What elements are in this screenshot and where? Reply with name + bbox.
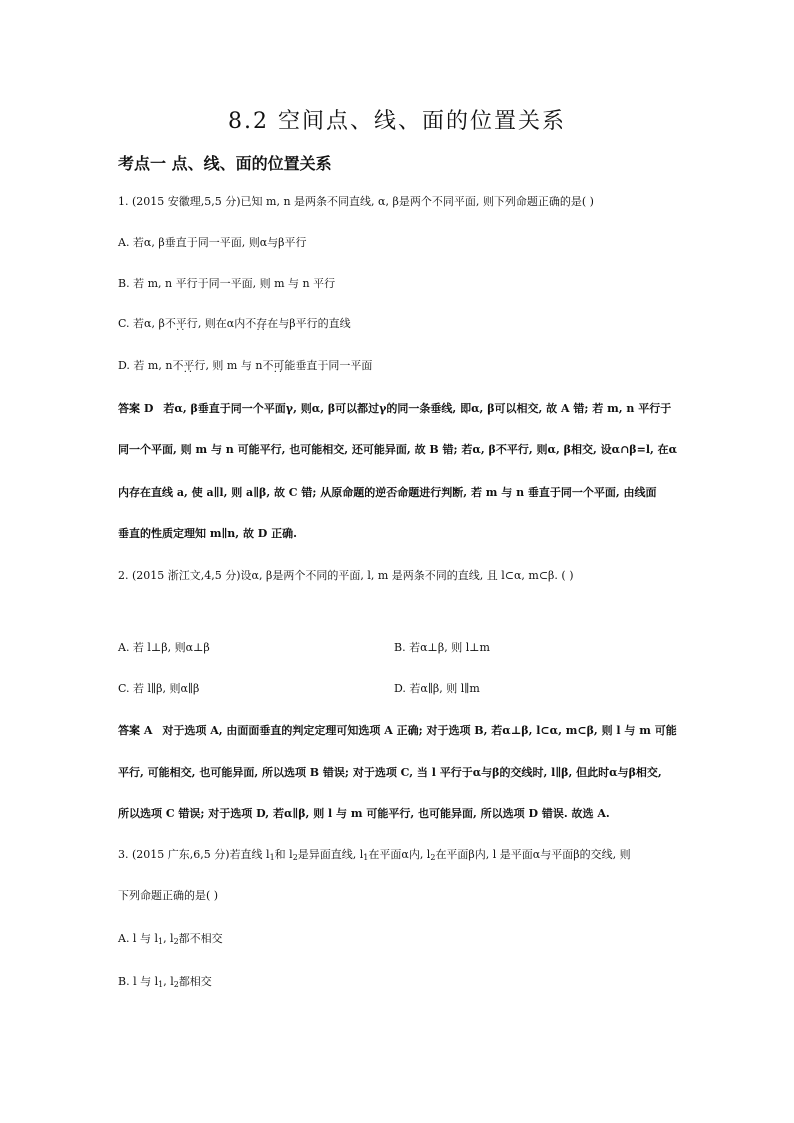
q1-answer-label: 答案 D <box>118 402 154 415</box>
q1-option-b: B. 若 m, n 平行于同一平面, 则 m 与 n 平行 <box>118 277 336 290</box>
q3-option-b-sub-1: 1 <box>158 980 164 989</box>
q1-option-d-emphasis-2: 不可能 ·· <box>262 359 295 373</box>
q1-option-c-suffix: 与β平行的直线 <box>278 317 351 330</box>
q1-option-d-prefix: D. 若 m, n <box>118 359 173 372</box>
q3-stem-part-d: 在平面α内, l <box>368 848 431 861</box>
q3-option-b-part-a: B. l 与 l <box>118 975 159 988</box>
q3-option-a-sub-2: 2 <box>173 937 179 946</box>
q2-options-row-1 <box>118 641 704 655</box>
q3-stem-part-c: 是异面直线, l <box>297 848 364 861</box>
q2-option-b: B. 若α⊥β, 则 l⊥m <box>394 641 490 654</box>
q2-options-row-2 <box>118 682 704 696</box>
q3-stem-line-1 <box>118 848 704 862</box>
q1-answer-line-1 <box>118 402 704 416</box>
q3-option-b <box>118 975 704 989</box>
q1-option-d-suffix: 垂直于同一平面 <box>295 359 373 372</box>
q2-option-d: D. 若α∥β, 则 l∥m <box>394 682 480 695</box>
q2-answer-line-1 <box>118 724 704 738</box>
q3-stem-part-e: 在平面β内, l 是平面α与平面β的交线, 则 <box>435 848 631 861</box>
q1-answer-line-2: 同一个平面, 则 m 与 n 可能平行, 也可能相交, 还可能异面, 故 B 错; 若α, β不平行, 则α, β相交, 设α∩β=l, 在α <box>118 443 678 456</box>
q3-option-b-part-b: , l <box>163 975 174 988</box>
q2-stem: 2. (2015 浙江文,4,5 分)设α, β是两个不同的平面, l, m 是两条不同的直线, 且 l⊂α, m⊂β. ( ) <box>118 569 574 582</box>
q1-option-c-emphasis-2: 不存在 ·· <box>245 317 278 331</box>
q1-option-d-middle: , 则 m 与 n <box>205 359 263 372</box>
q3-subscript-3: 1 <box>363 853 369 862</box>
q3-option-b-sub-2: 2 <box>173 980 179 989</box>
q3-option-a-part-a: A. l 与 l <box>118 932 158 945</box>
q1-option-c-emphasis-1: 不平行 ·· <box>165 317 198 331</box>
page-title: 8.2 空间点、线、面的位置关系 <box>228 109 566 134</box>
q3-option-a-part-b: , l <box>163 932 174 945</box>
q1-option-d <box>118 359 704 373</box>
q2-option-a: A. 若 l⊥β, 则α⊥β <box>118 641 210 654</box>
q1-option-c <box>118 317 704 331</box>
q1-answer-line-4: 垂直的性质定理知 m∥n, 故 D 正确. <box>118 527 297 540</box>
q3-subscript-4: 2 <box>430 853 436 862</box>
q3-stem-line-2: 下列命题正确的是( ) <box>118 889 219 902</box>
q3-stem-part-b: 和 l <box>274 848 293 861</box>
q3-subscript-1: 1 <box>269 853 275 862</box>
q1-option-d-emphasis-1: 不平行 ·· <box>172 359 205 373</box>
q3-stem-part-a: 3. (2015 广东,6,5 分)若直线 l <box>118 848 270 861</box>
q1-answer-line-3: 内存在直线 a, 使 a∥l, 则 a∥β, 故 C 错; 从原命题的逆否命题进行判断, 若 m 与 n 垂直于同一个平面, 由线面 <box>118 486 657 499</box>
q3-option-a-part-c: 都不相交 <box>178 932 223 945</box>
q1-option-c-prefix: C. 若α, β <box>118 317 165 330</box>
q1-stem: 1. (2015 安徽理,5,5 分)已知 m, n 是两条不同直线, α, β是两个不同平面, 则下列命题正确的是( ) <box>118 195 594 208</box>
q3-option-a <box>118 932 704 946</box>
q3-subscript-2: 2 <box>292 853 298 862</box>
q3-option-b-part-c: 都相交 <box>178 975 212 988</box>
q1-option-c-middle: , 则在α内 <box>197 317 246 330</box>
q2-answer-label: 答案 A <box>118 724 153 737</box>
q3-option-a-sub-1: 1 <box>157 937 164 946</box>
q2-answer-line-3: 所以选项 C 错误; 对于选项 D, 若α∥β, 则 l 与 m 可能平行, 也可能异面, 所以选项 D 错误. 故选 A. <box>118 807 610 820</box>
q2-option-c: C. 若 l∥β, 则α∥β <box>118 682 200 695</box>
q1-answer-text: 若α, β垂直于同一个平面γ, 则α, β可以都过γ的同一条垂线, 即α, β可以相交, 故 A 错; 若 m, n 平行于 <box>163 402 672 415</box>
section-heading: 考点一 点、线、面的位置关系 <box>118 154 332 173</box>
q2-answer-text: 对于选项 A, 由面面垂直的判定定理可知选项 A 正确; 对于选项 B, 若α⊥β, l⊂α, m⊂β, 则 l 与 m 可能 <box>162 724 677 737</box>
q2-answer-line-2: 平行, 可能相交, 也可能异面, 所以选项 B 错误; 对于选项 C, 当 l 平行于α与β的交线时, l∥β, 但此时α与β相交, <box>118 766 662 779</box>
q1-option-a: A. 若α, β垂直于同一平面, 则α与β平行 <box>118 236 307 249</box>
